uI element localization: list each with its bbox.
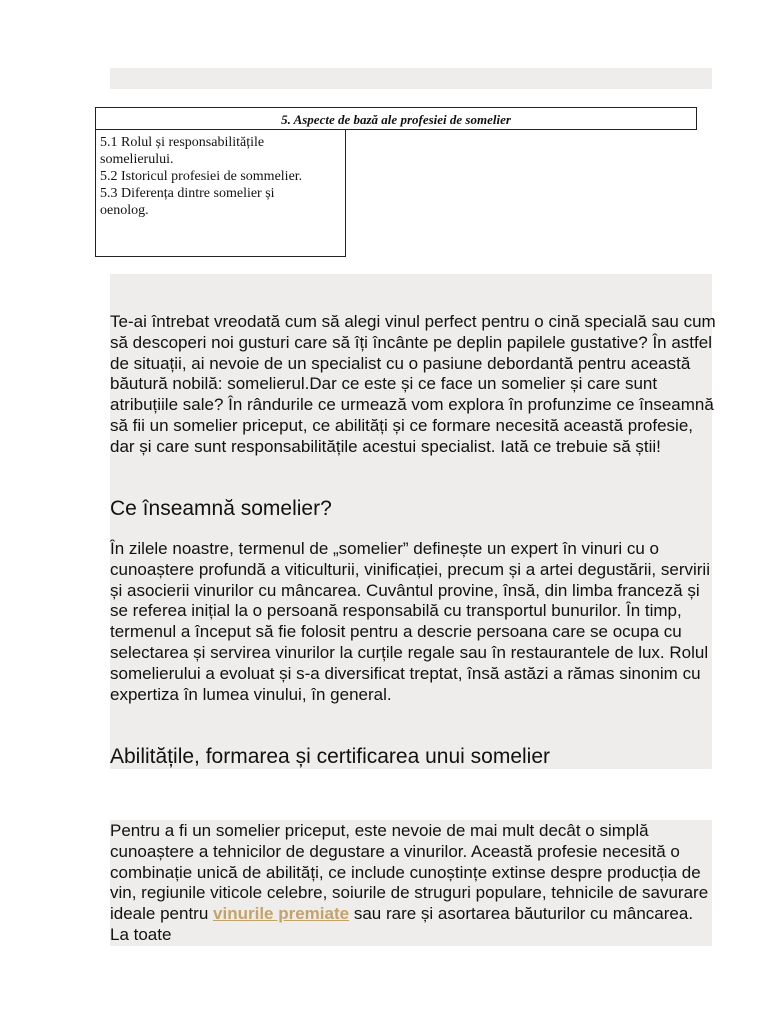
- definition-paragraph: În zilele noastre, termenul de „somelier” definește un expert în vinuri cu o cunoaștere profundă a viticulturii, vinificației, precum și a artei degustării, servirii și asocierii vinurilor cu mâncarea. Cuvântul provine, însă, din limba franceză și se referea inițial la o persoană responsabilă cu transportul bunurilor. În timp, termenul a început să fie folosit pentru a descrie persoana care se ocupa cu selectarea și servirea vinurilor la curțile regale sau în restaurantele de lux. Rolul somelierului a evoluat și s-a diversificat treptat, însă astăzi a rămas sinonim cu expertiza în lumea vinului, în general.: [110, 539, 710, 704]
- table-of-contents: [95, 130, 346, 257]
- skills-paragraph: [110, 821, 716, 946]
- toc-line: 5.1 Rolul și responsabilitățile: [100, 135, 265, 150]
- toc-line: oenolog.: [100, 203, 149, 218]
- header-bar: [110, 68, 712, 89]
- toc-line: 5.3 Diferența dintre somelier și: [100, 186, 275, 201]
- section-title: 5. Aspecte de bază ale profesiei de somelier: [95, 107, 697, 130]
- toc-line: somelierului.: [100, 152, 174, 167]
- skills-text-end: sau rare și asortarea băuturilor cu mâncarea. La toate: [110, 904, 694, 944]
- skills-text-start: Pentru a fi un somelier priceput, este nevoie de mai mult decât o simplă cunoaștere a tehnicilor de degustare a vinurilor. Această profesie necesită o combinație unică de abilități, ce include cunoștințe extinse despre producția de vin, regiunile viticole celebre, soiurile de struguri populare, tehnicile de savurare ideale pentru: [110, 821, 709, 924]
- award-wines-link[interactable]: vinurile premiate: [213, 904, 350, 924]
- toc-line: 5.2 Istoricul profesiei de sommelier.: [100, 169, 303, 184]
- intro-paragraph: Te-ai întrebat vreodată cum să alegi vinul perfect pentru o cină specială sau cum să descoperi noi gusturi care să îți încânte pe deplin papilele gustative? În astfel de situații, ai nevoie de un specialist cu o pasiune debordantă pentru această băutură nobilă: somelierul.Dar ce este și ce face un somelier și care sunt atribuțiile sale? În rândurile ce urmează vom explora în profunzime ce înseamnă să fii un somelier priceput, ce abilități și ce formare necesită această profesie, dar și care sunt responsabilitățile acestui specialist. Iată ce trebuie să știi!: [110, 312, 716, 456]
- heading-skills-training: Abilitățile, formarea și certificarea unui somelier: [110, 745, 551, 768]
- heading-what-is-sommelier: Ce înseamnă somelier?: [110, 497, 332, 520]
